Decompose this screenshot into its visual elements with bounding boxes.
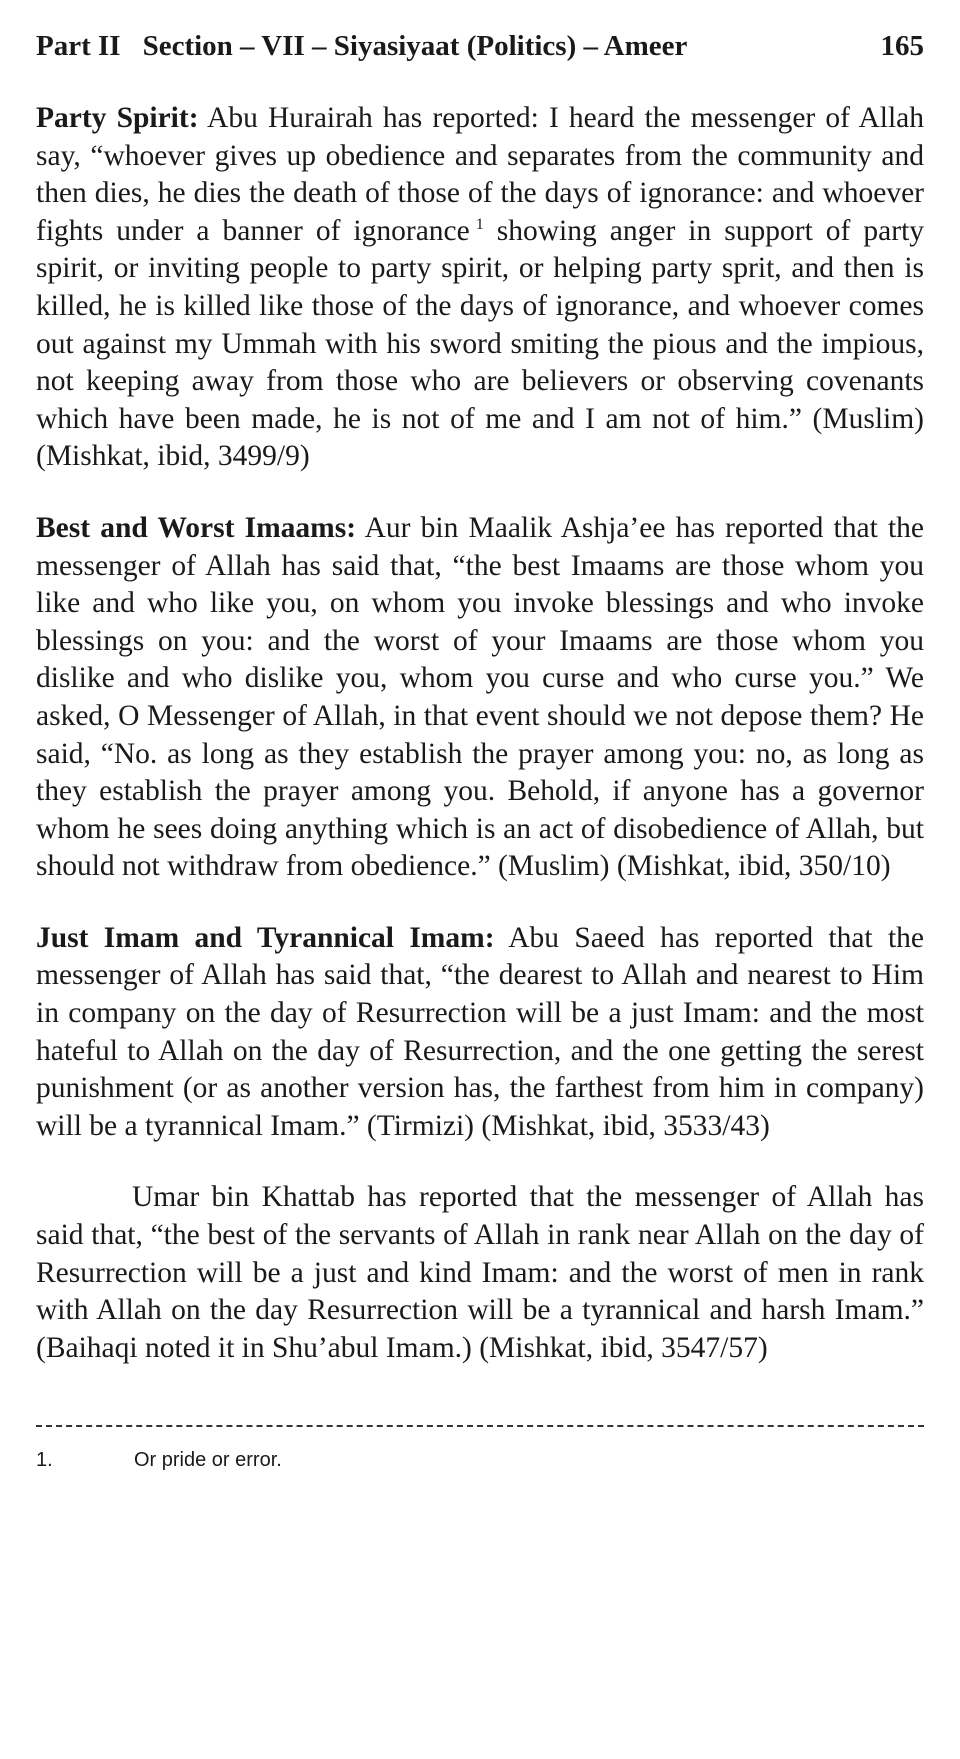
footnote-text: Or pride or error. <box>134 1449 282 1472</box>
paragraph-heading: Party Spirit: <box>36 102 199 134</box>
paragraph-best-and-worst-imaams <box>36 510 924 886</box>
document-page <box>36 28 924 1472</box>
footnote-reference: 1 <box>475 215 484 233</box>
paragraph-text: Abu Hurairah has reported: I heard the messenger of Allah say, “whoever gives up obedience and separates from the community and then dies, he dies the death of those of the days of ignorance: and whoever fights under a banner of ignorance <box>36 102 924 247</box>
paragraph-heading: Just Imam and Tyrannical Imam: <box>36 921 495 954</box>
paragraph-text-continued: showing anger in support of party spirit, or inviting people to party spirit, or helping party sprit, and then is killed, he is killed like those of the days of ignorance, and whoever comes out against my Ummah with his sword smiting the pious and the impious, not keeping away from those who are believers or observing covenants which have been made, he is not of me and I am not of him.” (Muslim) (Mishkat, ibid, 3499/9) <box>36 214 925 473</box>
paragraph-text: Umar bin Khattab has reported that the messenger of Allah has said that, “the best of the servants of Allah in rank near Allah on the day of Resurrection will be a just and kind Imam: and the worst of men in rank with Allah on the day Resurrection will be a tyrannical and harsh Imam.” (Baihaqi noted it in Shu’abul Imam.) (Mishkat, ibid, 3547/57) <box>36 1181 924 1364</box>
running-header <box>36 28 924 64</box>
header-section-title: Section – VII – Siyasiyaat (Politics) – Ameer <box>142 30 688 62</box>
header-part: Part II <box>36 30 121 62</box>
paragraph-text: Abu Saeed has reported that the messenger of Allah has said that, “the dearest to Allah and nearest to Him in company on the day of Resurrection will be a just Imam: and the most hateful to Allah on the day of Resurrection, and the one getting the serest punishment (or as another version has, the farthest from him in company) will be a tyrannical Imam.” (Tirmizi) (Mishkat, ibid, 3533/43) <box>36 921 925 1142</box>
paragraph-heading: Best and Worst Imaams: <box>36 511 357 544</box>
paragraph-umar-bin-khattab <box>36 1179 924 1367</box>
paragraph-just-and-tyrannical-imam <box>36 920 924 1146</box>
page-number: 165 <box>880 30 924 62</box>
footnote-divider <box>36 1425 924 1427</box>
paragraph-text: Aur bin Maalik Ashja’ee has reported that the messenger of Allah has said that, “the best Imaams are those whom you like and who like you, on whom you invoke blessings and who invoke blessings on you: and the worst of your Imaams are those whom you dislike and who dislike you, whom you curse and who curse you.” We asked, O Messenger of Allah, in that event should we not depose them? He said, “No. as long as they establish the prayer among you: no, as long as they establish the prayer among you. Behold, if anyone has a governor whom he sees doing anything which is an act of disobedience of Allah, but should not withdraw from obedience.” (Muslim) (Mishkat, ibid, 350/10) <box>36 511 924 883</box>
paragraph-party-spirit <box>36 100 924 476</box>
footnote-number: 1. <box>36 1449 53 1472</box>
footnote <box>36 1449 924 1472</box>
